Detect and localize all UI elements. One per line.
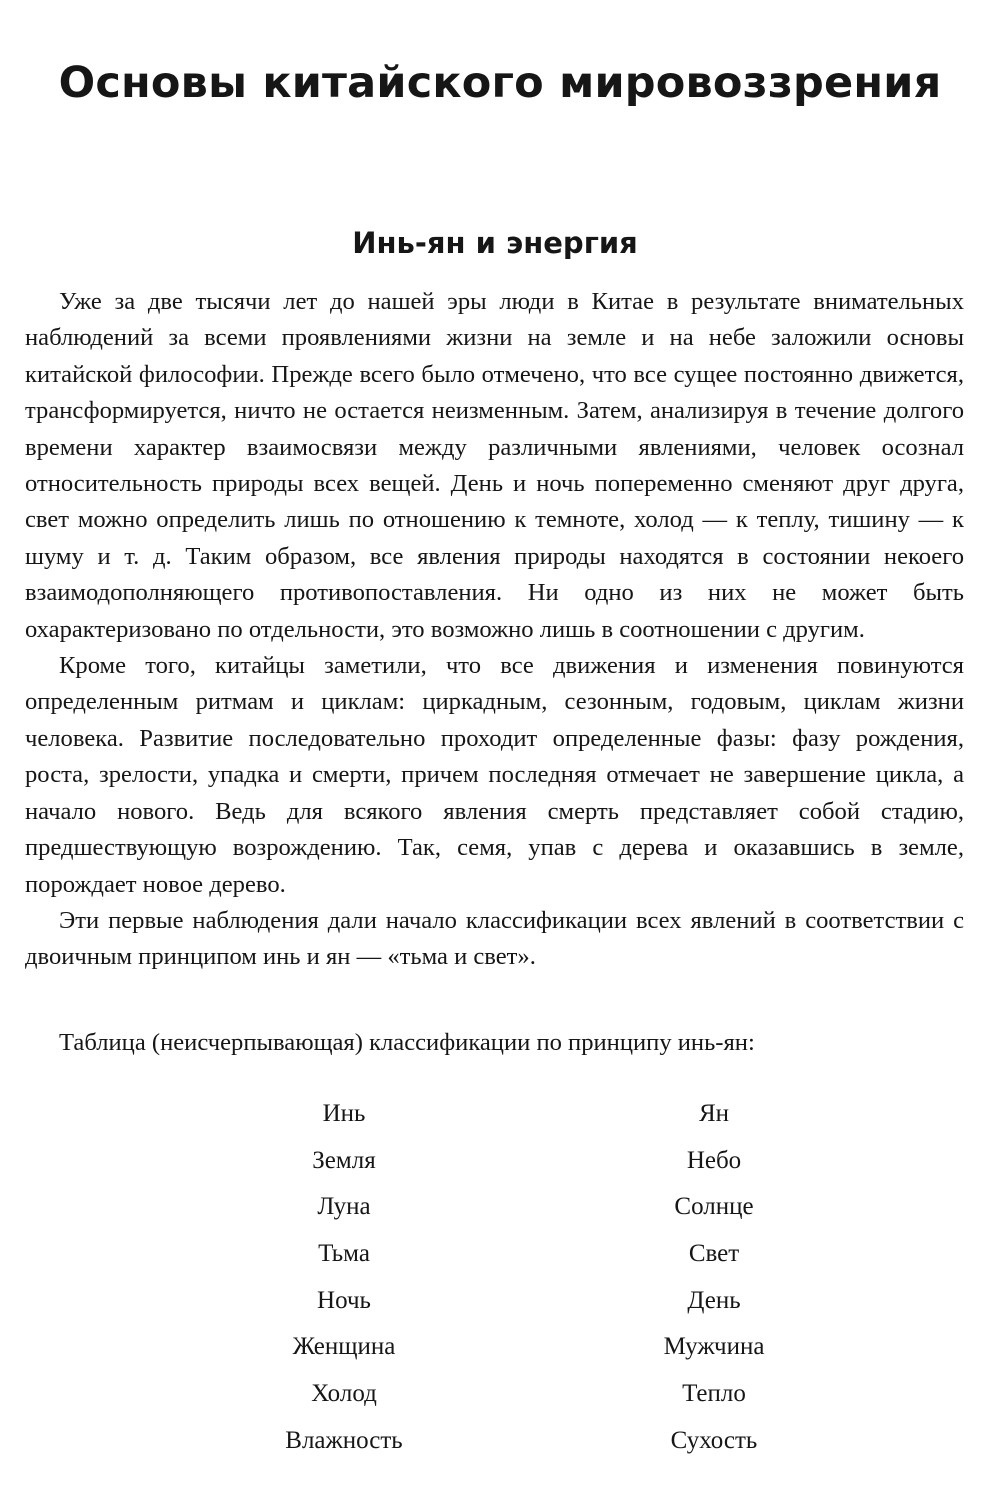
table-row [0,1184,1000,1231]
table-row [0,1278,1000,1325]
yang-cell: Тепло [682,1380,746,1408]
chapter-title: Основы китайского мировоззрения [58,58,942,108]
yang-cell: Мужчина [663,1333,765,1361]
table-row [0,1371,1000,1418]
yin-yang-table [0,1091,1000,1465]
yin-cell: Холод [311,1380,377,1408]
paragraph: Эти первые наблюдения дали начало классификации всех явлений в соответствии с двоичным принципом инь и ян — «тьма и свет». [25,906,964,971]
table-row [0,1324,1000,1371]
yin-cell: Земля [312,1146,376,1174]
yin-cell: Ночь [317,1286,371,1314]
table-row [0,1231,1000,1278]
yin-cell: Женщина [292,1333,396,1361]
yang-cell: Небо [686,1146,742,1174]
table-row [0,1418,1000,1465]
section-title: Инь-ян и энергия [352,226,638,260]
yang-cell: Свет [688,1240,740,1268]
column-header-yin: Инь [322,1100,366,1127]
yang-cell: Сухость [670,1426,758,1454]
yang-cell: Солнце [674,1193,754,1221]
table-caption: Таблица (неисчерпывающая) классификации по принципу инь-ян: [59,1029,755,1056]
table-row [0,1138,1000,1185]
paragraph: Уже за две тысячи лет до нашей эры люди в Китае в результате внимательных наблюдений за всеми проявлениями жизни на земле и на небе заложили основы китайской философии. Прежде всего было отмечено, что все сущее постоянно движется, трансформируется, ничто не остается неизменным. Затем, анализируя в течение долгого времени характер взаимосвязи между различными явлениями, человек осознал относительность природы всех вещей. День и ночь попеременно сменяют друг друга, свет можно определить лишь по отношению к темноте, холод — к теплу, тишину — к шуму и т. д. Таким образом, все явления природы находятся в состоянии некоего взаимодополняющего противопоставления. Ни одно из них не может быть охарактеризовано по отдельности, это возможно лишь в соотношении с другим. [25,288,964,643]
body-text [25,284,964,976]
yang-cell: День [687,1286,741,1314]
yin-cell: Луна [317,1193,371,1221]
column-header-yang: Ян [698,1100,730,1127]
yin-cell: Влажность [285,1426,403,1454]
paragraph: Кроме того, китайцы заметили, что все движения и изменения повинуются определенным ритмам и циклам: циркадным, сезонным, годовым, циклам жизни человека. Развитие последовательно проходит определенные фазы: фазу рождения, роста, зрелости, упадка и смерти, причем последняя отмечает не завершение цикла, а начало нового. Ведь для всякого явления смерть представляет собой стадию, предшествующую возрождению. Так, семя, упав с дерева и оказавшись в земле, порождает новое дерево. [25,652,964,898]
yin-cell: Тьма [318,1240,370,1268]
table-header-row [0,1091,1000,1138]
